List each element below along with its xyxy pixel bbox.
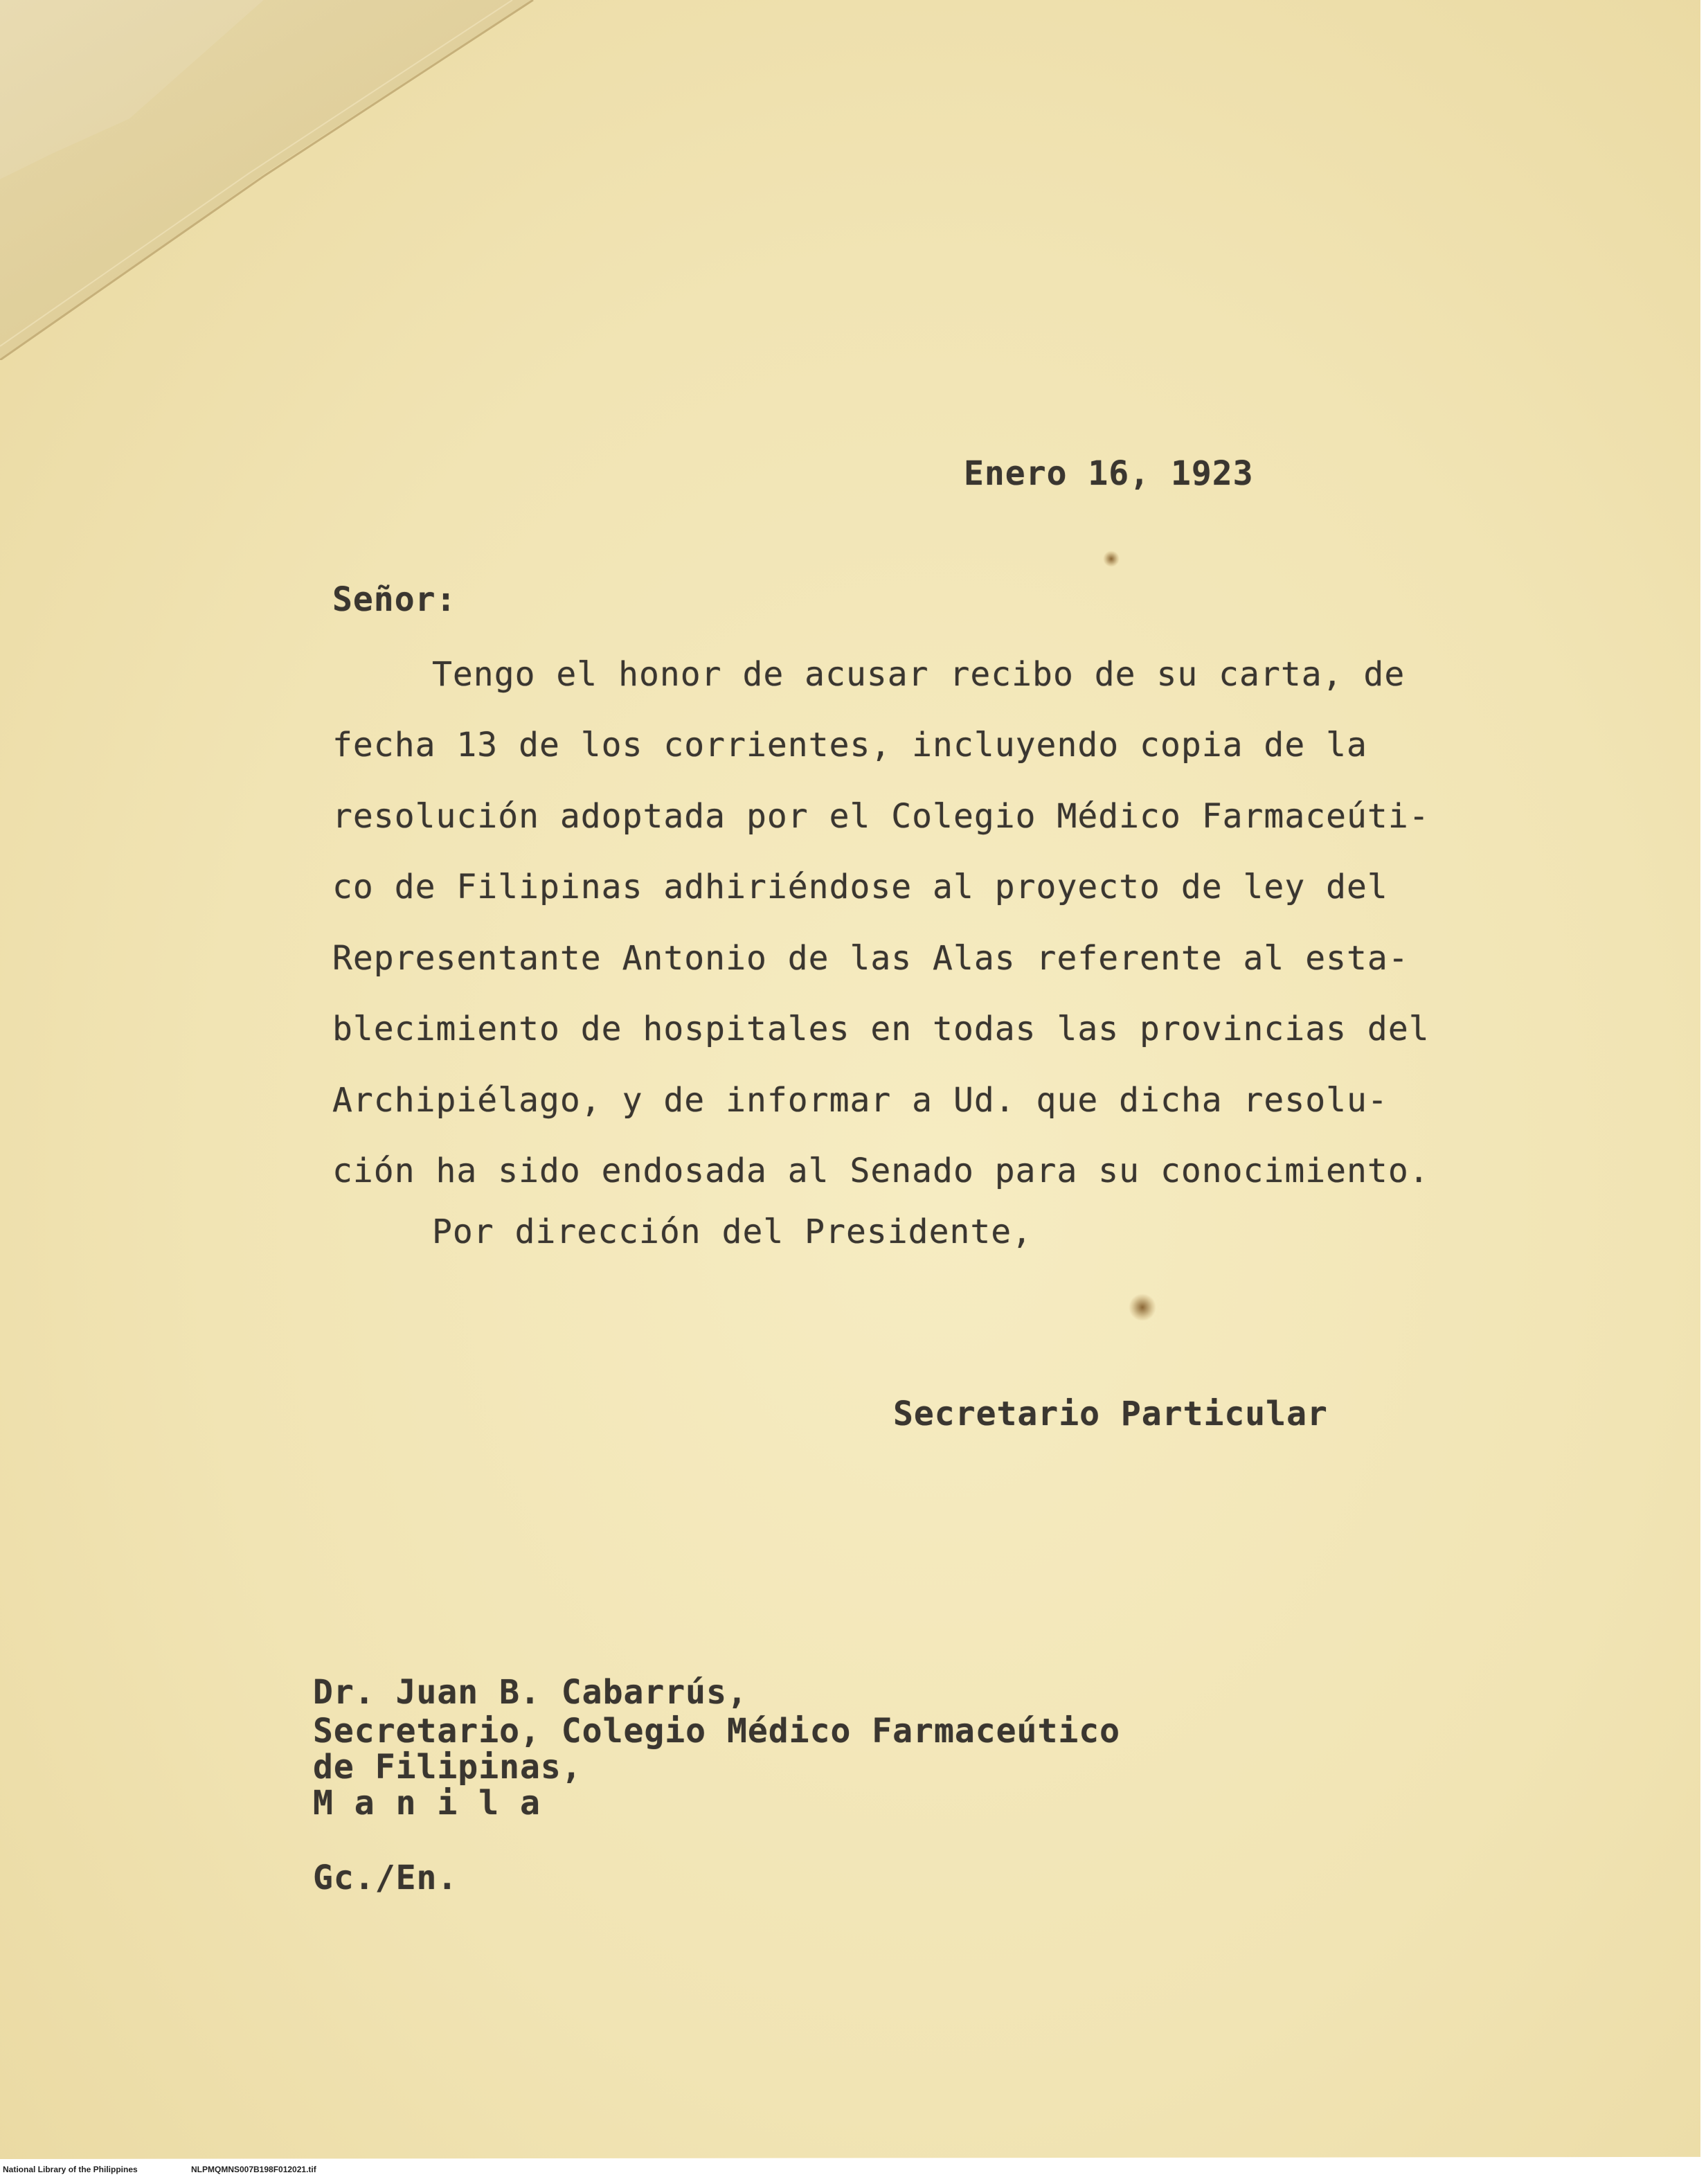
body-line: Archipiélago, y de informar a Ud. que dicha resolu- — [332, 1081, 1388, 1120]
letter-date: Enero 16, 1923 — [964, 454, 1254, 493]
body-line: blecimiento de hospitales en todas las provincias del — [332, 1010, 1430, 1048]
typist-initials: Gc./En. — [313, 1859, 458, 1897]
body-line: resolución adoptada por el Colegio Médico Farmaceúti- — [332, 797, 1430, 836]
addressee-line: Secretario, Colegio Médico Farmaceútico — [313, 1712, 1121, 1751]
letter-closing: Por dirección del Presidente, — [432, 1212, 1033, 1251]
signature-title: Secretario Particular — [893, 1395, 1328, 1433]
footer-institution: National Library of the Philippines — [3, 2165, 138, 2174]
body-line: Representante Antonio de las Alas referente al esta- — [332, 939, 1409, 978]
body-line: Tengo el honor de acusar recibo de su carta, de — [432, 655, 1406, 694]
footer-file-id: NLPMQMNS007B198F012021.tif — [191, 2165, 316, 2174]
letter-salutation: Señor: — [332, 580, 457, 619]
body-line: fecha 13 de los corrientes, incluyendo copia de la — [332, 726, 1367, 764]
body-line: ción ha sido endosada al Senado para su conocimiento. — [332, 1152, 1430, 1190]
addressee-line: M a n i l a — [313, 1784, 541, 1823]
addressee-line: de Filipinas, — [313, 1748, 582, 1787]
paper-stain — [1103, 551, 1120, 567]
scan-footer — [0, 2162, 1706, 2184]
paper-stain — [1129, 1294, 1156, 1321]
body-line: co de Filipinas adhiriéndose al proyecto de ley del — [332, 868, 1388, 906]
addressee-line: Dr. Juan B. Cabarrús, — [313, 1673, 748, 1712]
fold-crease — [0, 0, 554, 360]
